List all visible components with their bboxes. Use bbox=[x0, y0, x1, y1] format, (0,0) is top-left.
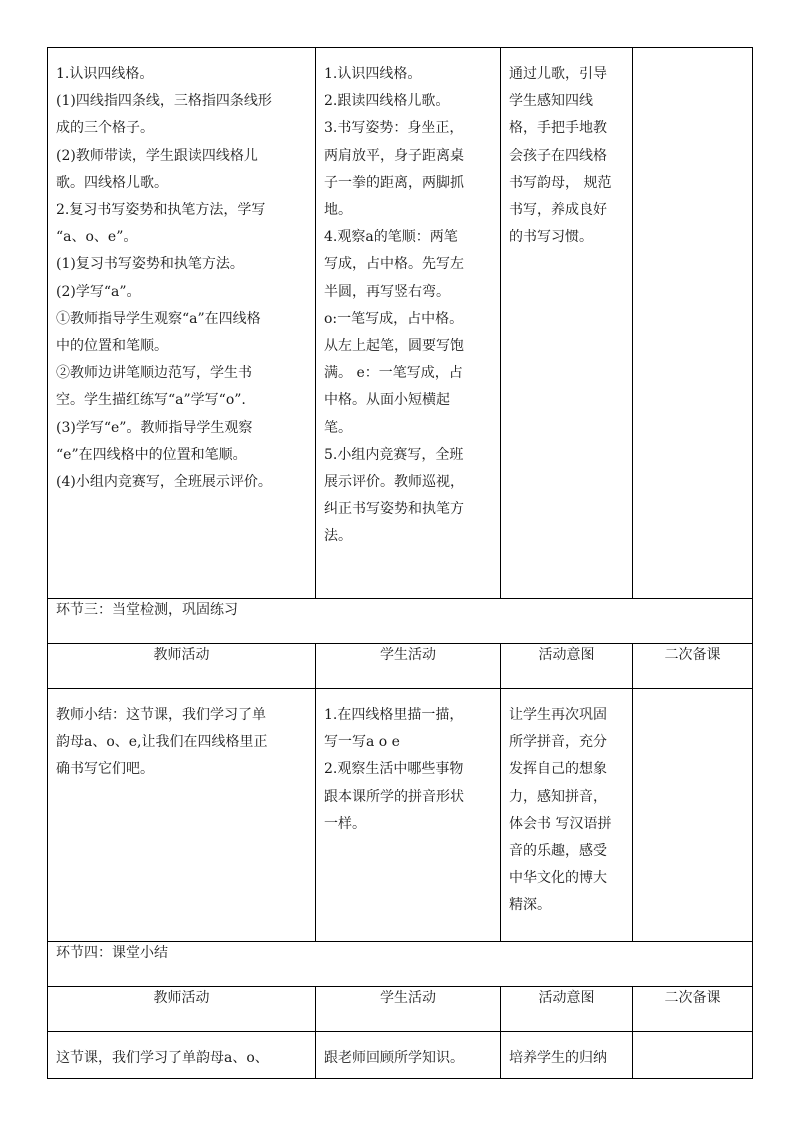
column-header-teacher: 教师活动 bbox=[153, 990, 210, 1006]
text-line: ①教师指导学生观察“a”在四线格 bbox=[56, 310, 261, 327]
text-line: 笔。 bbox=[324, 419, 352, 436]
text-line: 法。 bbox=[324, 528, 352, 545]
text-line: 发挥自己的想象 bbox=[509, 761, 607, 778]
second-prep-cell bbox=[633, 48, 753, 599]
text-line: 1.在四线格里描一描， bbox=[324, 707, 464, 723]
text-line: 半圆，再写竖右弯。 bbox=[324, 283, 450, 300]
text-line: 培养学生的归纳 bbox=[509, 1050, 607, 1066]
text-line: 满。 e：一笔写成，占 bbox=[324, 365, 463, 382]
text-line: 4.观察a的笔顺：两笔 bbox=[324, 229, 458, 246]
column-header bbox=[501, 987, 633, 1032]
text-line: (4)小组内竞赛写，全班展示评价。 bbox=[56, 474, 272, 491]
activity-intent-cell bbox=[501, 48, 633, 599]
text-line: 两肩放平，身子距离桌 bbox=[324, 147, 464, 164]
text-line: 教师小结：这节课，我们学习了单 bbox=[56, 707, 266, 723]
text-line: 成的三个格子。 bbox=[56, 120, 154, 137]
column-header bbox=[316, 644, 501, 689]
column-header-backup: 二次备课 bbox=[664, 990, 721, 1006]
text-line: o:一笔写成，占中格。 bbox=[324, 310, 464, 327]
text-line: 写成，占中格。先写左 bbox=[324, 256, 464, 273]
text-line: 写一写a o e bbox=[324, 734, 400, 751]
text-line: 中格。从面小短横起 bbox=[324, 392, 450, 409]
column-header-student: 学生活动 bbox=[380, 647, 436, 663]
text-line: 通过儿歌，引导 bbox=[509, 66, 607, 82]
activity-row bbox=[48, 689, 753, 942]
text-line: 1.认识四线格。 bbox=[56, 66, 154, 82]
text-line: 跟老师回顾所学知识。 bbox=[324, 1050, 464, 1066]
text-line: (2)教师带读，学生跟读四线格儿 bbox=[56, 147, 258, 164]
text-line: 所学拼音，充分 bbox=[509, 734, 607, 751]
text-line: (2)学写“a”。 bbox=[56, 283, 141, 300]
activity-intent-cell bbox=[501, 689, 633, 942]
column-header-row bbox=[48, 644, 753, 689]
column-header-teacher: 教师活动 bbox=[153, 647, 210, 663]
column-header bbox=[501, 644, 633, 689]
text-line: 跟本课所学的拼音形状 bbox=[324, 788, 464, 805]
text-line: 音的乐趣，感受 bbox=[509, 843, 607, 860]
text-line: 地。 bbox=[324, 202, 352, 219]
section-title-cell bbox=[48, 599, 753, 644]
second-prep-cell bbox=[633, 689, 753, 942]
text-line: 书写韵母， 规范 bbox=[509, 174, 612, 191]
activity-intent-cell bbox=[501, 1032, 633, 1079]
student-activity-cell bbox=[316, 1032, 501, 1079]
column-header bbox=[633, 644, 753, 689]
text-line: 会孩子在四线格 bbox=[509, 147, 607, 164]
column-header-student: 学生活动 bbox=[380, 990, 436, 1006]
text-line: 力，感知拼音， bbox=[509, 788, 607, 805]
column-header-backup: 二次备课 bbox=[664, 647, 721, 663]
text-line: 从左上起笔，圆要写饱 bbox=[324, 338, 464, 355]
text-line: 精深。 bbox=[509, 897, 551, 914]
text-line: 2.复习书写姿势和执笔方法，学写 bbox=[56, 202, 266, 219]
text-line: 2.跟读四线格儿歌。 bbox=[324, 93, 450, 110]
second-prep-cell bbox=[633, 1032, 753, 1079]
text-line: 这节课，我们学习了单韵母a、o、 bbox=[56, 1050, 269, 1066]
student-activity-cell bbox=[316, 48, 501, 599]
section-title: 环节四：课堂小结 bbox=[56, 945, 168, 961]
text-line: 格，手把手地教 bbox=[509, 120, 607, 137]
text-line: “a、o、e”。 bbox=[56, 229, 138, 246]
text-line: 空。学生描红练写“a”学写“o”. bbox=[56, 392, 246, 409]
lesson-plan-table bbox=[47, 47, 753, 1079]
student-activity-cell bbox=[316, 689, 501, 942]
teacher-activity-cell bbox=[48, 1032, 316, 1079]
column-header bbox=[316, 987, 501, 1032]
text-line: 2.观察生活中哪些事物 bbox=[324, 761, 464, 778]
section-row bbox=[48, 599, 753, 644]
text-line: 中华文化的博大 bbox=[509, 870, 607, 887]
text-line: 韵母a、o、e,让我们在四线格里正 bbox=[56, 734, 268, 751]
text-line: (1)复习书写姿势和执笔方法。 bbox=[56, 256, 244, 273]
column-header bbox=[48, 644, 316, 689]
text-line: 学生感知四线 bbox=[509, 93, 593, 110]
text-line: 的书写习惯。 bbox=[509, 229, 593, 246]
column-header-intent: 活动意图 bbox=[538, 990, 595, 1006]
text-line: ②教师边讲笔顺边范写，学生书 bbox=[56, 365, 252, 382]
text-line: 书写，养成良好 bbox=[509, 202, 607, 219]
teacher-activity-cell bbox=[48, 48, 316, 599]
text-line: 1.认识四线格。 bbox=[324, 66, 422, 82]
section-title: 环节三：当堂检测，巩固练习 bbox=[56, 602, 238, 618]
text-line: 确书写它们吧。 bbox=[56, 761, 154, 778]
text-line: 纠正书写姿势和执笔方 bbox=[324, 501, 464, 518]
column-header-row bbox=[48, 987, 753, 1032]
activity-row bbox=[48, 48, 753, 599]
text-line: 子一拳的距离，两脚抓 bbox=[324, 174, 464, 191]
column-header-intent: 活动意图 bbox=[538, 647, 595, 663]
section-row bbox=[48, 942, 753, 987]
text-line: (3)学写“e”。教师指导学生观察 bbox=[56, 419, 253, 436]
column-header bbox=[633, 987, 753, 1032]
text-line: 歌。四线格儿歌。 bbox=[56, 174, 168, 191]
text-line: 体会书 写汉语拼 bbox=[509, 815, 612, 832]
teacher-activity-cell bbox=[48, 689, 316, 942]
text-line: 一样。 bbox=[324, 815, 366, 832]
text-line: (1)四线指四条线，三格指四条线形 bbox=[56, 93, 272, 110]
section-title-cell bbox=[48, 942, 753, 987]
text-line: 展示评价。教师巡视， bbox=[324, 474, 464, 491]
text-line: “e”在四线格中的位置和笔顺。 bbox=[56, 446, 247, 463]
column-header bbox=[48, 987, 316, 1032]
text-line: 5.小组内竞赛写，全班 bbox=[324, 446, 464, 463]
text-line: 让学生再次巩固 bbox=[509, 707, 607, 723]
text-line: 中的位置和笔顺。 bbox=[56, 338, 168, 355]
text-line: 3.书写姿势：身坐正， bbox=[324, 120, 464, 137]
activity-row bbox=[48, 1032, 753, 1079]
